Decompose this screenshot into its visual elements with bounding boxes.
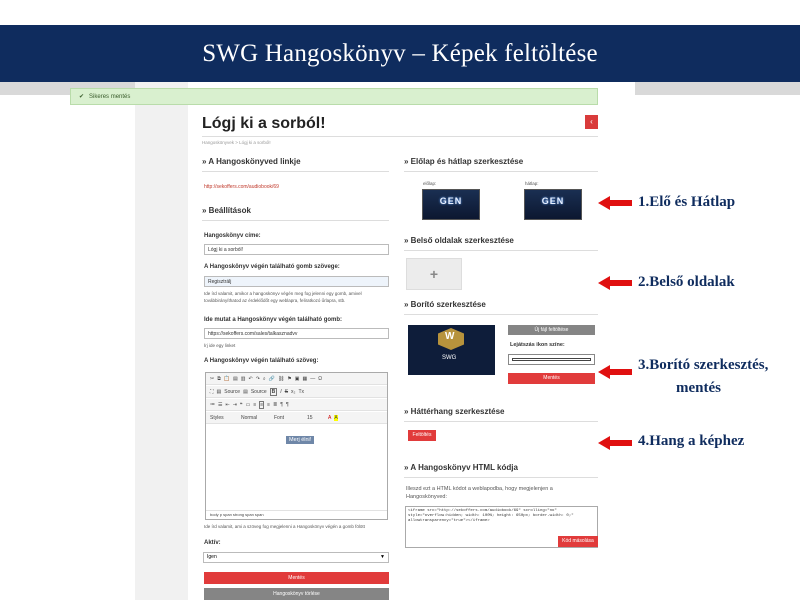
clear-format-icon[interactable]: Tx [298,388,305,395]
target-help: Írj ide egy linket [204,343,236,348]
back-label: hátlap: [525,181,539,186]
divider [404,171,598,172]
divider [404,314,598,315]
back-thumb-logo: GEN [541,196,565,206]
paste-text-icon[interactable]: ▤ [233,375,238,382]
rich-text-editor[interactable] [205,372,388,520]
chevron-left-icon: ‹ [590,117,593,126]
front-back-section-title: » Előlap és hátlap szerkesztése [404,157,524,166]
table-icon[interactable]: ▦ [302,375,308,382]
cover-brand-text: SWG [442,355,457,361]
cover-upload-button[interactable]: Új fájl feltöltése [508,325,595,335]
save-button[interactable]: Mentés [204,572,389,584]
end-text-help: Ide írd valamit, ami a szöveg fog megjelenni a Hangoskönyv végén a gomb fölött [204,524,365,529]
editor-toolbar-row-3 [206,399,387,411]
ltr-icon[interactable]: ¶ [280,401,283,408]
delete-audiobook-button[interactable]: Hangoskönyv törlése [204,588,389,600]
button-text-label: A Hangoskönyv végén található gomb szövege: [204,264,340,270]
rtl-icon[interactable]: ¶ [285,401,289,408]
divider [202,220,389,221]
callout-cover-edit: 3.Borító szerkesztés, [638,357,769,373]
active-value: Igen [207,554,217,560]
active-select[interactable] [203,552,389,563]
dropdown-arrow-icon: ▼ [380,554,385,560]
blockquote-icon[interactable]: ❝ [239,401,243,408]
size-dropdown[interactable]: 15 [307,414,313,421]
indent-icon[interactable]: ⇥ [232,401,237,408]
html-code-help-2: Hangoskönyved: [406,494,447,500]
slide-title: SWG Hangoskönyv – Képek feltöltése [202,39,598,67]
editor-toolbar-row-2 [206,386,387,398]
play-icon-color-label: Lejátszás ikon színe: [510,342,565,348]
target-label: Ide mutat a Hangoskönyv végén található gomb: [204,317,343,323]
target-url-input[interactable]: https://sekoffers.com/sales/talkasznadvv [204,328,389,339]
divider [202,171,389,172]
callout-sound: 4.Hang a képhez [638,433,745,449]
editor-toolbar-row-4 [206,412,387,424]
slide-title-bar [0,25,800,82]
breadcrumb[interactable]: Hangoskönyvek > Lógj ki a sorból! [202,140,271,145]
redo-icon[interactable]: ↷ [255,375,260,382]
divider [404,250,598,251]
back-cover-thumbnail[interactable] [524,189,582,220]
callout-arrow-icon [598,276,632,290]
title-input[interactable]: Lógj ki a sorból! [204,244,389,255]
font-dropdown[interactable]: Font [274,414,285,421]
special-char-icon[interactable]: Ω [318,375,322,382]
italic-icon[interactable]: I [280,388,282,395]
end-text-label: A Hangoskönyv végén található szöveg: [204,358,319,364]
color-swatch [512,358,591,361]
back-button[interactable] [585,115,598,129]
text-color-icon[interactable]: A [328,414,332,421]
maximize-icon[interactable]: ⛶ [210,388,214,395]
editor-toolbar-row-1 [206,373,387,385]
play-icon-color-picker[interactable] [508,354,595,365]
bg-color-icon[interactable]: A [334,414,338,421]
audiobook-link[interactable]: http://sekoffers.com/audiobook/69 [204,184,279,190]
format-dropdown[interactable]: Normal [241,414,258,421]
copy-icon[interactable]: ⧉ [217,375,221,382]
copy-code-button[interactable]: Kód másolása [558,536,598,547]
callout-front-back: 1.Elő és Hátlap [638,194,736,210]
find-icon[interactable]: ⌕ [262,375,266,382]
plus-icon: + [429,266,439,282]
div-icon[interactable]: ▭ [245,401,251,408]
cover-save-button[interactable]: Mentés [508,373,595,384]
page-title: Lógj ki a sorból! [202,115,326,132]
justify-icon[interactable]: ≣ [273,401,278,408]
button-text-help-2: továbbirányíthatod az érdeklődőt egy weblapra, feliratkozó űrlapra, stb. [204,298,346,303]
divider [404,421,598,422]
bullet-list-icon[interactable]: ☰ [218,401,223,408]
source2-icon[interactable]: ▤ [243,388,248,395]
undo-icon[interactable]: ↶ [248,375,253,382]
editor-status-bar: body p span strong span span [206,510,387,519]
callout-arrow-icon [598,196,632,210]
check-icon: ✔ [79,94,85,100]
strike-icon[interactable]: S [284,388,289,395]
subscript-icon[interactable]: x₂ [291,388,296,395]
source-icon[interactable]: ▤ [216,388,222,395]
callout-cover-save: mentés [676,380,721,396]
active-label: Aktív: [204,540,221,546]
callout-arrow-icon [598,365,632,379]
align-left-icon[interactable]: ≡ [253,401,257,408]
editor-content[interactable] [206,429,387,511]
title-divider [202,136,598,137]
html-code-section-title: » A Hangoskönyv HTML kódja [404,463,518,472]
html-code-textarea[interactable]: <iframe src="http://sekoffers.com/audiobook/69" scrolling="no" style="overflow:hidden; width: 100%; height: 650px; border-width: 0;" allowtransparency="true"></iframe> [405,506,598,548]
html-code-help: Illeszd ezt a HTML kódot a weblapodba, hogy megjelenjen a [406,486,553,492]
paste-icon[interactable]: 📋 [223,375,231,382]
settings-section-title: » Beállítások [202,206,251,215]
link-section-title: » A Hangoskönyved linkje [202,157,301,166]
align-right-icon[interactable]: ≡ [267,401,271,408]
anchor-icon[interactable]: ⚑ [287,375,292,382]
outdent-icon[interactable]: ⇤ [225,401,230,408]
unlink-icon[interactable]: ⛓ [277,375,285,382]
source-label[interactable]: Source [224,388,241,395]
screenshot-left-gutter [135,82,188,600]
cut-icon[interactable]: ✂ [210,375,215,382]
title-label: Hangoskönyv címe: [204,233,261,239]
bold-icon[interactable]: B [271,388,276,395]
align-center-icon[interactable]: ≡ [260,401,264,408]
editor-sample-button: Merj élni! [286,436,314,444]
source-label-2[interactable]: Source [250,388,267,395]
inner-pages-section-title: » Belső oldalak szerkesztése [404,236,514,245]
success-alert [70,88,598,105]
front-label: előlap: [423,181,437,186]
success-message: Sikeres mentés [89,93,131,100]
front-thumb-logo: GEN [439,196,463,206]
button-text-input[interactable]: Regisztrálj [204,276,389,287]
numbered-list-icon[interactable]: ≔ [210,401,215,408]
cover-image [408,325,495,375]
cover-badge-letter: W [445,331,455,342]
image-icon[interactable]: ▣ [294,375,300,382]
bg-sound-section-title: » Háttérhang szerkesztése [404,407,505,416]
button-text-help: Ide írd valamit, amikor a hangoskönyv végén meg fog jelenni egy gomb, amivel [204,291,362,296]
link-icon[interactable]: 🔗 [268,375,275,382]
callout-inner-pages: 2.Belső oldalak [638,274,735,290]
bg-sound-upload-button[interactable]: Feltöltés [408,430,436,441]
hr-icon[interactable]: ― [310,375,316,382]
styles-dropdown[interactable]: Styles [210,414,224,421]
callout-arrow-icon [598,436,632,450]
front-cover-thumbnail[interactable] [422,189,480,220]
divider [404,477,598,478]
paste-word-icon[interactable]: ▥ [240,375,246,382]
cover-section-title: » Borító szerkesztése [404,300,486,309]
add-inner-page-button[interactable] [406,258,462,290]
